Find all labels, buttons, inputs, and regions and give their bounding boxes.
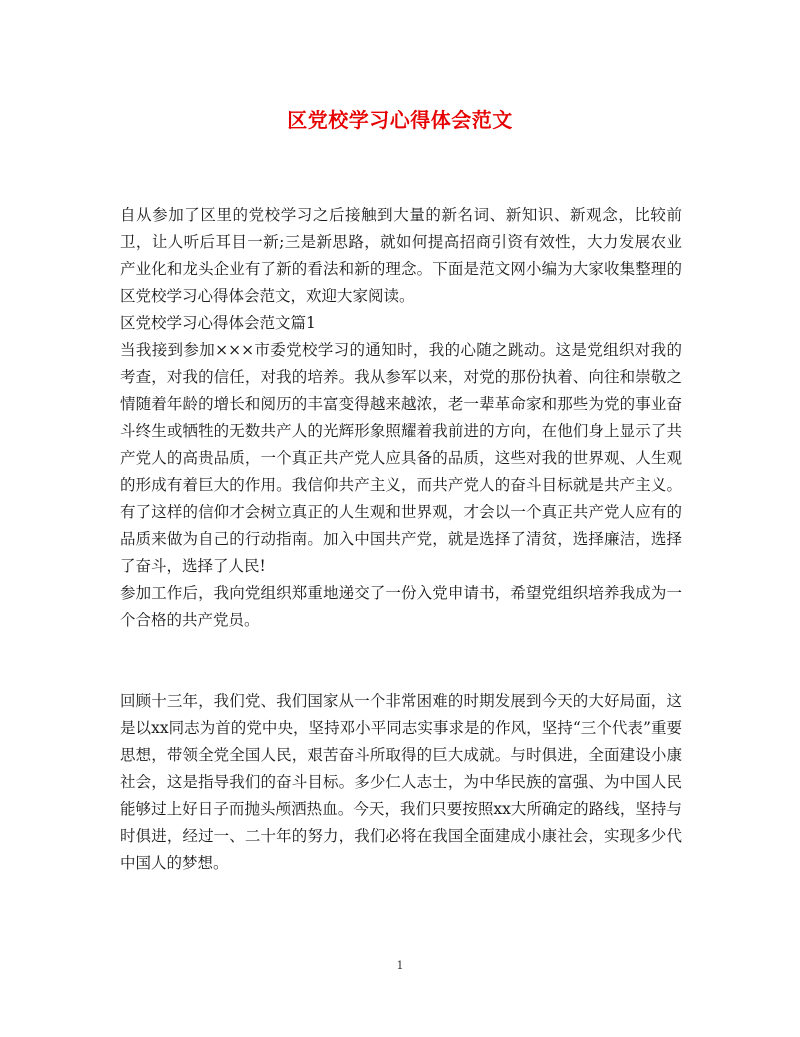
section-heading: 区党校学习心得体会范文篇1: [120, 314, 316, 332]
page-number: 1: [396, 959, 404, 972]
document-body: [120, 202, 682, 877]
body-paragraph: 回顾十三年，我们党、我们国家从一个非常困难的时期发展到今天的大好局面，这是以xx同志为首的党中央，坚持邓小平同志实事求是的作风，坚持“三个代表”重要思想，带领全党全国人民，艰苦奋斗所取得的巨大成就。与时俱进，全面建设小康社会，这是指导我们的奋斗目标。多少仁人志士，为中华民族的富强、为中国人民能够过上好日子而抛头颅洒热血。今天，我们只要按照xx大所确定的路线，坚持与时俱进，经过一、二十年的努力，我们必将在我国全面建成小康社会，实现多少代中国人的梦想。: [120, 692, 682, 872]
paragraph-gap: [120, 634, 682, 688]
body-paragraph: 当我接到参加×××市委党校学习的通知时，我的心随之跳动。这是党组织对我的考查，对我的信任，对我的培养。我从参军以来，对党的那份执着、向往和崇敬之情随着年龄的增长和阅历的丰富变得越来越浓，老一辈革命家和那些为党的事业奋斗终生或牺牲的无数共产人的光辉形象照耀着我前进的方向，在他们身上显示了共产党人的高贵品质，一个真正共产党人应具备的品质，这些对我的世界观、人生观的形成有着巨大的作用。我信仰共产主义，而共产党人的奋斗目标就是共产主义。有了这样的信仰才会树立真正的人生观和世界观，才会以一个真正共产党人应有的品质来做为自己的行动指南。加入中国共产党，就是选择了清贫，选择廉洁，选择了奋斗，选择了人民!: [120, 341, 682, 575]
intro-paragraph: 自从参加了区里的党校学习之后接触到大量的新名词、新知识、新观念，比较前卫，让人听后耳目一新;三是新思路，就如何提高招商引资有效性，大力发展农业产业化和龙头企业有了新的看法和新的理念。下面是范文网小编为大家收集整理的区党校学习心得体会范文，欢迎大家阅读。: [120, 206, 682, 305]
page-title: 区党校学习心得体会范文: [287, 108, 513, 132]
body-paragraph: 参加工作后，我向党组织郑重地递交了一份入党申请书，希望党组织培养我成为一个合格的共产党员。: [120, 584, 682, 629]
